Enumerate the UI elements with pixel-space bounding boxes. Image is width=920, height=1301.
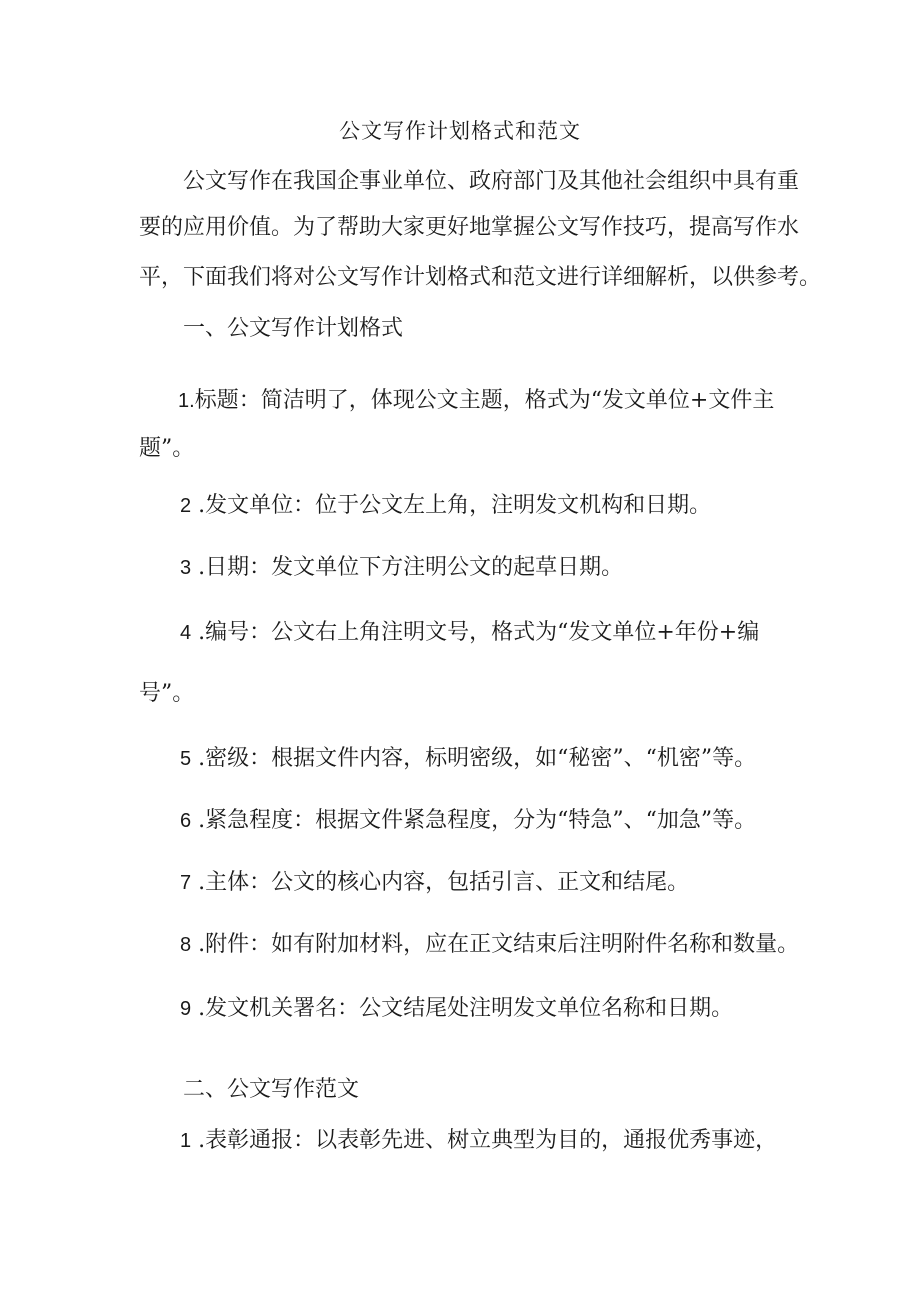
format-item-3-number: 3 [180, 557, 192, 579]
intro-line-2: 要的应用价值。为了帮助大家更好地掌握公文写作技巧，提高写作水 [139, 215, 800, 240]
document-title: 公文写作计划格式和范文 [339, 119, 581, 143]
section-2-heading: 二、公文写作范文 [183, 1077, 360, 1102]
format-item-4 [180, 617, 759, 649]
format-item-1-number: 1. [178, 390, 195, 412]
format-item-9 [180, 993, 733, 1025]
example-item-1-text: .表彰通报：以表彰先进、树立典型为目的，通报优秀事迹， [198, 1128, 778, 1153]
example-item-1 [180, 1125, 777, 1157]
format-item-3-text: .日期：发文单位下方注明公文的起草日期。 [198, 555, 624, 580]
format-item-9-number: 9 [180, 998, 192, 1020]
format-item-6-number: 6 [180, 810, 192, 832]
section-1-heading: 一、公文写作计划格式 [183, 316, 404, 341]
format-item-8-number: 8 [180, 934, 192, 956]
format-item-8-text: .附件：如有附加材料，应在正文结束后注明附件名称和数量。 [198, 932, 800, 957]
format-item-7 [180, 867, 689, 899]
format-item-2-text: .发文单位：位于公文左上角，注明发文机构和日期。 [198, 493, 712, 518]
format-item-8 [180, 929, 799, 961]
format-item-1-text: 标题：简洁明了，体现公文主题，格式为“发文单位+文件主 [194, 388, 775, 413]
format-item-4-text: .编号：公文右上角注明文号，格式为“发文单位+年份+编 [198, 620, 760, 645]
format-item-1 [178, 385, 774, 417]
format-item-4-continued: 号”。 [139, 681, 195, 706]
intro-line-3: 平，下面我们将对公文写作计划格式和范文进行详细解析，以供参考。 [139, 265, 822, 290]
format-item-5 [180, 743, 756, 775]
format-item-1-continued: 题”。 [139, 436, 195, 461]
format-item-3 [180, 552, 623, 584]
format-item-2-number: 2 [180, 495, 192, 517]
format-item-2 [180, 490, 711, 522]
format-item-4-number: 4 [180, 622, 192, 644]
intro-line-1: 公文写作在我国企事业单位、政府部门及其他社会组织中具有重 [183, 169, 800, 194]
format-item-6-text: .紧急程度：根据文件紧急程度，分为“特急”、“加急”等。 [198, 808, 757, 833]
format-item-7-number: 7 [180, 872, 192, 894]
format-item-5-text: .密级：根据文件内容，标明密级，如“秘密”、“机密”等。 [198, 746, 757, 771]
format-item-7-text: .主体：公文的核心内容，包括引言、正文和结尾。 [198, 870, 690, 895]
format-item-5-number: 5 [180, 748, 192, 770]
example-item-1-number: 1 [180, 1130, 192, 1152]
format-item-9-text: .发文机关署名：公文结尾处注明发文单位名称和日期。 [198, 996, 734, 1021]
format-item-6 [180, 805, 756, 837]
